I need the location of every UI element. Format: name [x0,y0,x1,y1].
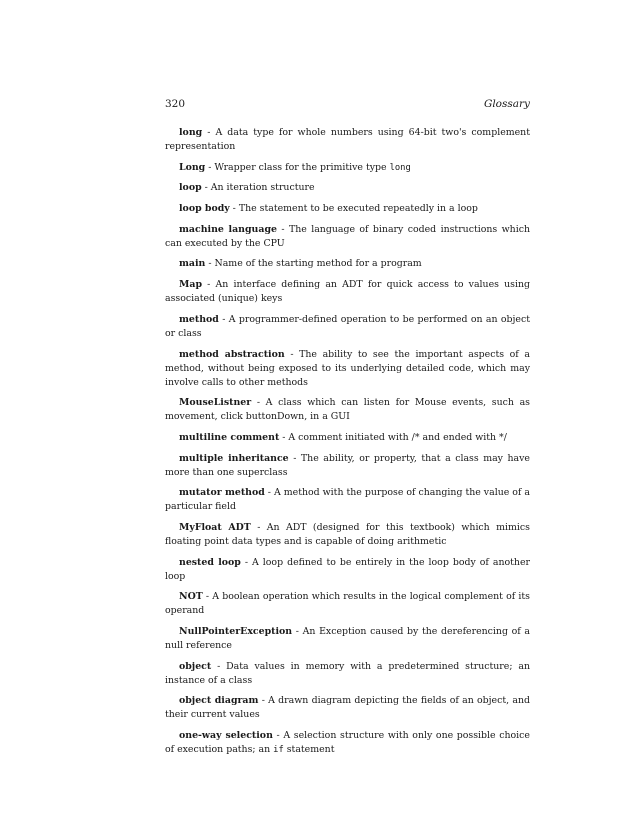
term-separator: - [205,161,215,173]
term-separator: - [211,660,227,672]
glossary-definition: An ADT (designed for this textbook) which mimics floating point data types and is capable of doing arithmetic [165,521,530,547]
glossary-term: nested loop [179,556,241,568]
glossary-definition: A boolean operation which results in the logical complement of its operand [165,591,530,617]
glossary-term: MyFloat ADT [179,521,251,533]
glossary-definition: Data values in memory with a predetermined structure; an instance of a class [165,660,530,686]
glossary-term: method [179,313,219,325]
term-separator: - [218,313,229,325]
glossary-definition: An Exception caused by the dereferencing of a null reference [165,626,530,651]
glossary-term: one-way selection [179,730,273,742]
glossary-entry [165,223,530,251]
glossary-entry [165,694,530,722]
glossary-definition: A selection structure with only one possible choice of execution paths; an [165,730,530,756]
term-separator: - [201,182,211,194]
glossary-entry [165,452,530,480]
glossary-term: object [179,660,212,672]
glossary-entry [165,348,530,390]
term-separator: - [202,279,216,291]
glossary-term: long [179,127,203,138]
glossary-definition-suffix: statement [286,744,335,756]
glossary-entry [165,521,530,549]
term-separator: - [276,223,289,235]
term-separator: - [202,591,213,603]
glossary-term: Map [179,279,203,291]
glossary-entry [165,590,530,618]
term-separator: - [279,431,289,443]
term-separator: - [251,397,266,409]
glossary-entry [165,313,530,341]
term-separator: - [205,258,215,270]
glossary-definition: The ability, or property, that a class may have more than one superclass [165,452,530,478]
glossary-definition: A programmer-defined operation to be performed on an object or class [165,313,530,339]
glossary-term: NOT [179,591,203,603]
glossary-definition: A drawn diagram depicting the fields of an object, and their current values [165,695,530,721]
glossary-entries [165,126,530,764]
term-separator: - [250,521,267,533]
glossary-entry [165,660,530,688]
glossary-definition: An iteration structure [210,182,315,194]
term-separator: - [229,203,239,215]
glossary-entry [165,126,530,154]
term-separator: - [202,127,216,138]
glossary-term: main [179,258,206,270]
glossary-term: mutator method [179,487,265,499]
glossary-definition: Wrapper class for the primitive type [214,161,387,173]
glossary-term: NullPointerException [179,626,293,637]
term-separator: - [240,556,253,568]
glossary-entry [165,257,530,271]
glossary-term: Long [179,161,206,173]
glossary-entry [165,161,530,175]
glossary-entry [165,181,530,195]
glossary-definition: The language of binary coded instructions which can executed by the CPU [165,223,530,249]
glossary-term: loop body [179,203,230,215]
term-separator: - [284,348,300,360]
glossary-definition: A comment initiated with /* and ended with */ [288,431,507,443]
term-separator: - [258,695,269,707]
glossary-term: multiple inheritance [179,452,289,464]
glossary-definition: A data type for whole numbers using 64-bit two's complement representation [165,127,530,152]
glossary-definition: A class which can listen for Mouse events, such as movement, click buttonDown, in a GUI [165,397,530,423]
glossary-definition: Name of the starting method for a program [214,258,422,270]
code-keyword: long [389,162,411,173]
page-header [165,98,530,111]
page-number: 320 [165,98,186,110]
glossary-entry [165,486,530,514]
glossary-term: object diagram [179,695,259,707]
glossary-term: multiline comment [179,431,280,443]
glossary-entry [165,625,530,653]
term-separator: - [288,452,301,464]
glossary-definition: The statement to be executed repeatedly in a loop [238,203,478,215]
glossary-definition: The ability to see the important aspects of a method, without being exposed to its underlying detailed code, which may involve calls to other methods [165,348,530,388]
glossary-term: method abstraction [179,348,285,360]
glossary-term: machine language [179,223,277,235]
glossary-entry [165,278,530,306]
glossary-term: loop [179,182,202,194]
glossary-entry [165,431,530,445]
term-separator: - [292,626,303,637]
term-separator: - [264,487,274,499]
glossary-term: MouseListner [179,397,252,409]
glossary-entry [165,202,530,216]
term-separator: - [272,730,284,742]
code-keyword: if [273,745,284,756]
glossary-entry [165,396,530,424]
glossary-definition: A method with the purpose of changing the value of a particular field [165,487,530,513]
glossary-entry [165,556,530,584]
glossary-entry [165,729,530,757]
glossary-definition: An interface defining an ADT for quick access to values using associated (unique) keys [165,279,530,305]
page-title: Glossary [483,98,530,110]
glossary-definition: A loop defined to be entirely in the loop body of another loop [165,556,530,582]
